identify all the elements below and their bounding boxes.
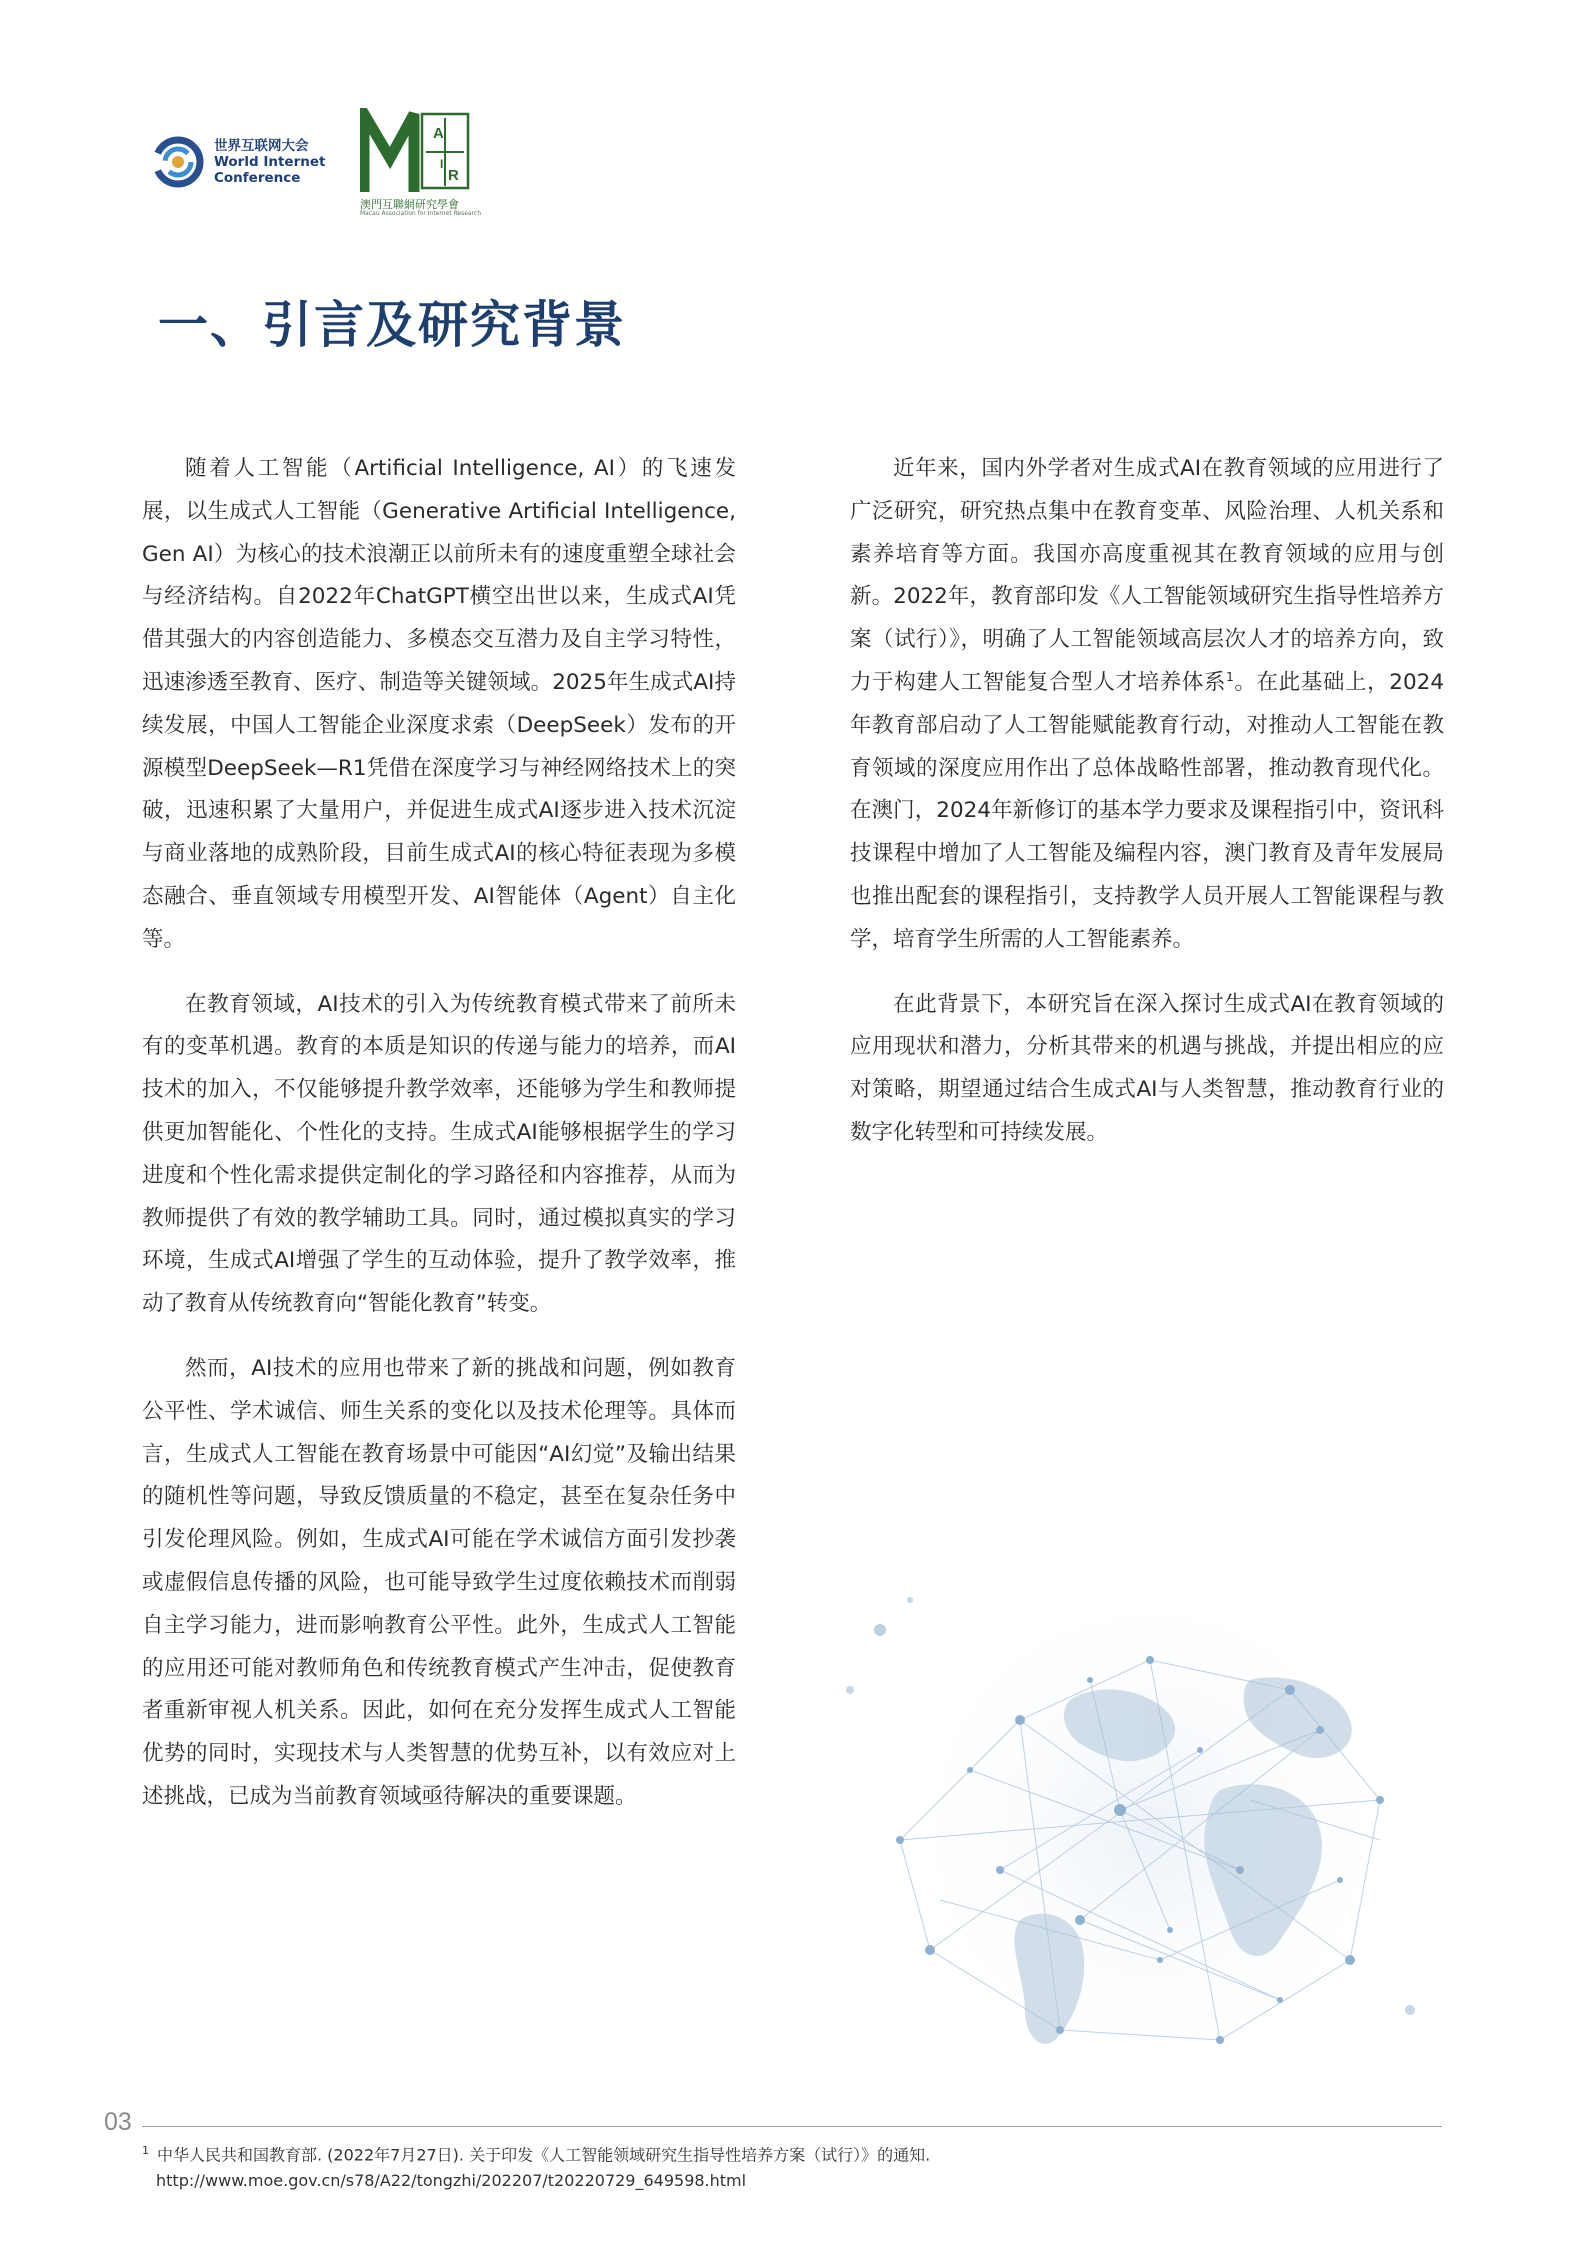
right-paragraph-1-part-a: 近年来，国内外学者对生成式AI在教育领域的应用进行了广泛研究，研究热点集中在教育变革、风险治理、人机关系和素养培育等方面。我国亦高度重视其在教育领域的应用与创新。2022年，教育部印发《人工智能领域研究生指导性培养方案（试行）》，明确了人工智能领域高层次人才的培养方向，致力于构建人工智能复合型人才培养体系	[850, 456, 1444, 695]
footnote-text: 中华人民共和国教育部. (2022年7月27日). 关于印发《人工智能领域研究生指导性培养方案（试行）》的通知.	[157, 2145, 931, 2165]
footnote-mark: 1	[142, 2144, 149, 2157]
mair-name-en: Macau Association for Internet Research	[360, 210, 482, 217]
mair-emblem-icon	[360, 108, 472, 194]
globe-network-illustration	[820, 1540, 1440, 2100]
mair-logo	[360, 108, 482, 217]
footnote	[142, 2138, 930, 2194]
right-paragraph-1-part-b: 。在此基础上，2024年教育部启动了人工智能赋能教育行动，对推动人工智能在教育领域的深度应用作出了总体战略性部署，推动教育现代化。在澳门，2024年新修订的基本学力要求及课程指引中，资讯科技课程中增加了人工智能及编程内容，澳门教育及青年发展局也推出配套的课程指引，支持教学人员开展人工智能课程与教学，培育学生所需的人工智能素养。	[850, 669, 1444, 952]
page-number: 03	[104, 2108, 132, 2136]
world-internet-conference-logo	[148, 128, 333, 198]
footer-divider	[142, 2126, 1442, 2127]
right-column	[850, 448, 1444, 1177]
footnote-reference[interactable]: 1	[1226, 669, 1234, 684]
svg-text:A: A	[433, 125, 444, 142]
svg-text:I: I	[440, 157, 444, 171]
section-heading: 一、引言及研究背景	[158, 296, 626, 354]
left-paragraph-1: 随着人工智能（Artificial Intelligence, AI）的飞速发展，以生成式人工智能（Generative Artificial Intelligence, Gen AI）为核心的技术浪潮正以前所未有的速度重塑全球社会与经济结构。自2022年ChatGPT横空出世以来，生成式AI凭借其强大的内容创造能力、多模态交互潜力及自主学习特性，迅速渗透至教育、医疗、制造等关键领域。2025年生成式AI持续发展，中国人工智能企业深度求索（DeepSeek）发布的开源模型DeepSeek—R1凭借在深度学习与神经网络技术上的突破，迅速积累了大量用户，并促进生成式AI逐步进入技术沉淀与商业落地的成熟阶段，目前生成式AI的核心特征表现为多模态融合、垂直领域专用模型开发、AI智能体（Agent）自主化等。	[142, 456, 736, 952]
left-paragraph-2: 在教育领域，AI技术的引入为传统教育模式带来了前所未有的变革机遇。教育的本质是知识的传递与能力的培养，而AI技术的加入，不仅能够提升教学效率，还能够为学生和教师提供更加智能化、个性化的支持。生成式AI能够根据学生的学习进度和个性化需求提供定制化的学习路径和内容推荐，从而为教师提供了有效的教学辅助工具。同时，通过模拟真实的学习环境，生成式AI增强了学生的互动体验，提升了教学效率，推动了教育从传统教育向“智能化教育”转变。	[142, 991, 736, 1317]
left-paragraph-3: 然而，AI技术的应用也带来了新的挑战和问题，例如教育公平性、学术诚信、师生关系的变化以及技术伦理等。具体而言，生成式人工智能在教育场景中可能因“AI幻觉”及输出结果的随机性等问题，导致反馈质量的不稳定，甚至在复杂任务中引发伦理风险。例如，生成式AI可能在学术诚信方面引发抄袭或虚假信息传播的风险，也可能导致学生过度依赖技术而削弱自主学习能力，进而影响教育公平性。此外，生成式人工智能的应用还可能对教师角色和传统教育模式产生冲击，促使教育者重新审视人机关系。因此，如何在充分发挥生成式人工智能优势的同时，实现技术与人类智慧的优势互补，以有效应对上述挑战，已成为当前教育领域亟待解决的重要课题。	[142, 1355, 736, 1809]
mair-name-cn: 澳門互聯網研究學會	[360, 198, 459, 211]
wic-name-en-line1: World Internet	[214, 154, 326, 170]
wic-emblem-icon	[148, 132, 208, 192]
wic-name-cn: 世界互联网大会	[214, 138, 309, 154]
right-paragraph-1	[850, 448, 1444, 962]
left-column	[142, 448, 736, 1841]
right-paragraph-2: 在此背景下，本研究旨在深入探讨生成式AI在教育领域的应用现状和潜力，分析其带来的机遇与挑战，并提出相应的应对策略，期望通过结合生成式AI与人类智慧，推动教育行业的数字化转型和可持续发展。	[850, 991, 1444, 1145]
footnote-url-link[interactable]: http://www.moe.gov.cn/s78/A22/tongzhi/202207/t20220729_649598.html	[156, 2171, 747, 2191]
svg-text:R: R	[448, 167, 459, 184]
wic-name-en-line2: Conference	[214, 170, 301, 186]
